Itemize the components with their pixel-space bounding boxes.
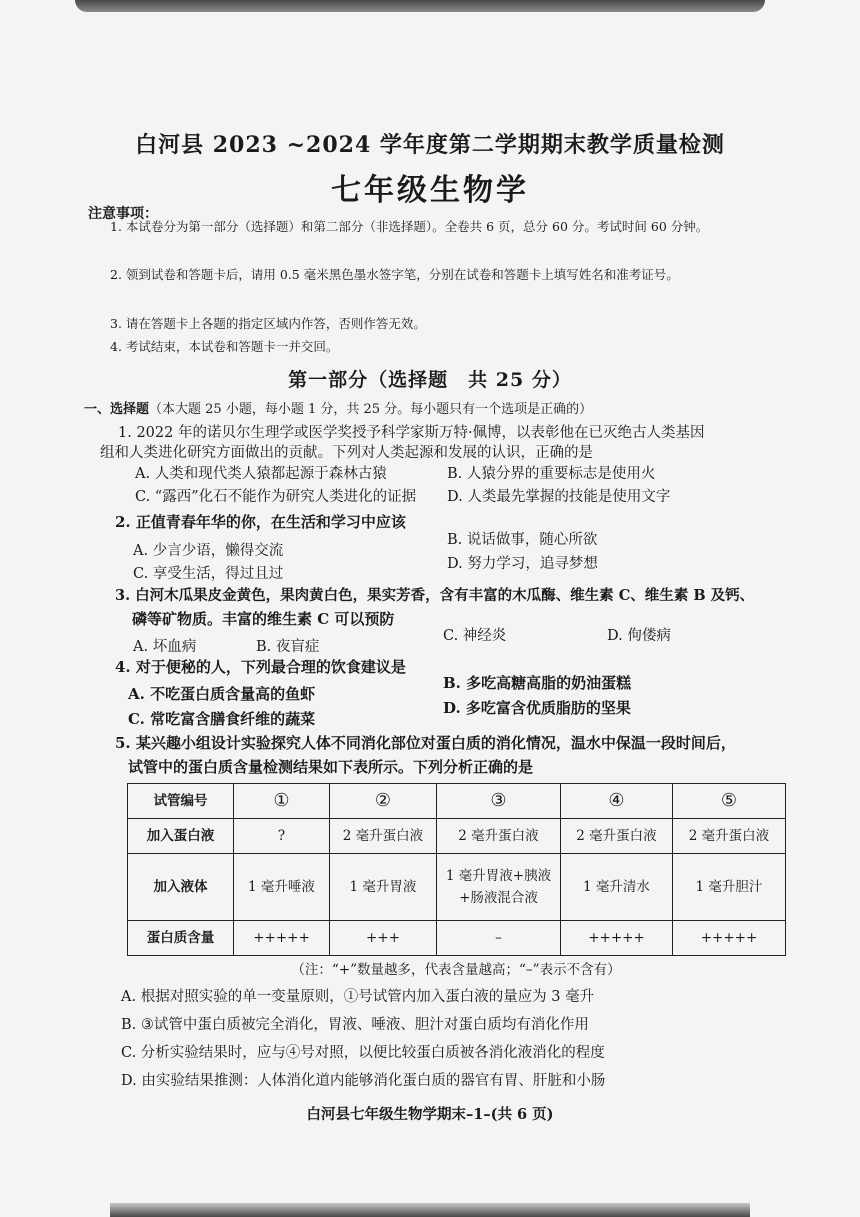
q2-option-c: C. 享受生活，得过且过	[133, 566, 284, 582]
table-cell: +++++	[234, 921, 330, 956]
notes-heading: 注意事项：	[88, 206, 158, 222]
q5-option-b: B. ③试管中蛋白质被完全消化，胃液、唾液、胆汁对蛋白质均有消化作用	[121, 1017, 589, 1033]
section-label: 一、选择题	[84, 402, 150, 417]
table-cell: 2 毫升蛋白液	[561, 819, 673, 854]
q5-option-a: A. 根据对照实验的单一变量原则，①号试管内加入蛋白液的量应为 3 毫升	[121, 989, 595, 1005]
note-4: 4. 考试结束，本试卷和答题卡一并交回。	[110, 339, 339, 354]
table-cell: 加入液体	[128, 854, 234, 921]
q2-option-b: B. 说话做事，随心所欲	[447, 532, 598, 548]
note-3: 3. 请在答题卡上各题的指定区域内作答，否则作答无效。	[110, 316, 426, 331]
subject-title: 七年级生物学	[331, 173, 529, 208]
q3-option-a: A. 坏血病	[133, 639, 197, 655]
table-row	[128, 784, 786, 819]
table-cell: 2 毫升蛋白液	[330, 819, 437, 854]
table-cell: 蛋白质含量	[128, 921, 234, 956]
table-cell: ①	[234, 784, 330, 819]
table-row	[128, 854, 786, 921]
part1-title: 第一部分（选择题 共 25 分）	[288, 369, 572, 391]
exam-title: 白河县 2023 ~2024 学年度第二学期期末教学质量检测	[135, 132, 725, 158]
q5-line1: 5. 某兴趣小组设计实验探究人体不同消化部位对蛋白质的消化情况，温水中保温一段时间后，	[115, 734, 736, 752]
table-row	[128, 819, 786, 854]
q5-option-d: D. 由实验结果推测：人体消化道内能够消化蛋白质的器官有胃、肝脏和小肠	[121, 1073, 606, 1089]
table-cell: ?	[234, 819, 330, 854]
q2-option-a: A. 少言少语，懒得交流	[133, 543, 284, 559]
table-cell: 1 毫升唾液	[234, 854, 330, 921]
q1-option-a: A. 人类和现代类人猿都起源于森林古猿	[135, 466, 387, 482]
table-cell: +++++	[561, 921, 673, 956]
table-cell: ⑤	[673, 784, 786, 819]
table-cell: ②	[330, 784, 437, 819]
q4-option-d: D. 多吃富含优质脂肪的坚果	[443, 699, 631, 717]
q1-line1: 1. 2022 年的诺贝尔生理学或医学奖授予科学家斯万特·佩博，以表彰他在已灭绝古人类基因	[118, 425, 705, 441]
table-cell: 试管编号	[128, 784, 234, 819]
table-cell: +++	[330, 921, 437, 956]
table-cell: 2 毫升蛋白液	[437, 819, 561, 854]
q2-option-d: D. 努力学习，追寻梦想	[447, 556, 598, 572]
q4-option-c: C. 常吃富含膳食纤维的蔬菜	[128, 710, 316, 728]
q5-option-c: C. 分析实验结果时，应与④号对照，以便比较蛋白质被各消化液消化的程度	[121, 1045, 605, 1061]
q4-option-a: A. 不吃蛋白质含量高的鱼虾	[128, 685, 316, 703]
q1-option-c: C. “露西”化石不能作为研究人类进化的证据	[135, 489, 417, 505]
q2-stem: 2. 正值青春年华的你，在生活和学习中应该	[115, 513, 406, 531]
table-cell: +++++	[673, 921, 786, 956]
q3-line2: 磷等矿物质。丰富的维生素 C 可以预防	[132, 610, 395, 628]
page-footer: 白河县七年级生物学期末–1–(共 6 页)	[306, 1106, 554, 1123]
table-cell: 加入蛋白液	[128, 819, 234, 854]
q4-option-b: B. 多吃高糖高脂的奶油蛋糕	[443, 674, 632, 692]
scan-edge-bottom	[110, 1203, 750, 1217]
table-cell: ④	[561, 784, 673, 819]
note-2: 2. 领到试卷和答题卡后，请用 0.5 毫米黑色墨水签字笔，分别在试卷和答题卡上填写姓名和准考证号。	[110, 267, 679, 282]
table-cell: 1 毫升胃液+胰液+肠液混合液	[437, 854, 561, 921]
q3-option-d: D. 佝偻病	[607, 628, 671, 644]
q4-stem: 4. 对于便秘的人，下列最合理的饮食建议是	[115, 658, 406, 676]
table-cell: 2 毫升蛋白液	[673, 819, 786, 854]
table-cell: ③	[437, 784, 561, 819]
section-heading	[84, 398, 592, 417]
section-desc: （本大题 25 小题，每小题 1 分，共 25 分。每小题只有一个选项是正确的）	[149, 402, 593, 417]
q3-option-c: C. 神经炎	[443, 628, 507, 644]
table-cell: 1 毫升胆汁	[673, 854, 786, 921]
table-row	[128, 921, 786, 956]
q5-line2: 试管中的蛋白质含量检测结果如下表所示。下列分析正确的是	[128, 758, 534, 776]
note-1: 1. 本试卷分为第一部分（选择题）和第二部分（非选择题）。全卷共 6 页，总分 60 分。考试时间 60 分钟。	[110, 219, 709, 234]
q3-option-b: B. 夜盲症	[256, 639, 320, 655]
q5-results-table	[127, 783, 786, 956]
table-note: （注：“+”数量越多，代表含量越高；“–”表示不含有）	[291, 962, 621, 978]
q1-line2: 组和人类进化研究方面做出的贡献。下列对人类起源和发展的认识，正确的是	[100, 445, 593, 461]
q1-option-b: B. 人猿分界的重要标志是使用火	[447, 466, 656, 482]
scan-edge-top	[75, 0, 765, 12]
table-cell: 1 毫升清水	[561, 854, 673, 921]
q1-option-d: D. 人类最先掌握的技能是使用文字	[447, 489, 671, 505]
table-cell: –	[437, 921, 561, 956]
table-cell: 1 毫升胃液	[330, 854, 437, 921]
q3-line1: 3. 白河木瓜果皮金黄色，果肉黄白色，果实芳香，含有丰富的木瓜酶、维生素 C、维生素 B 及钙、	[115, 587, 755, 604]
